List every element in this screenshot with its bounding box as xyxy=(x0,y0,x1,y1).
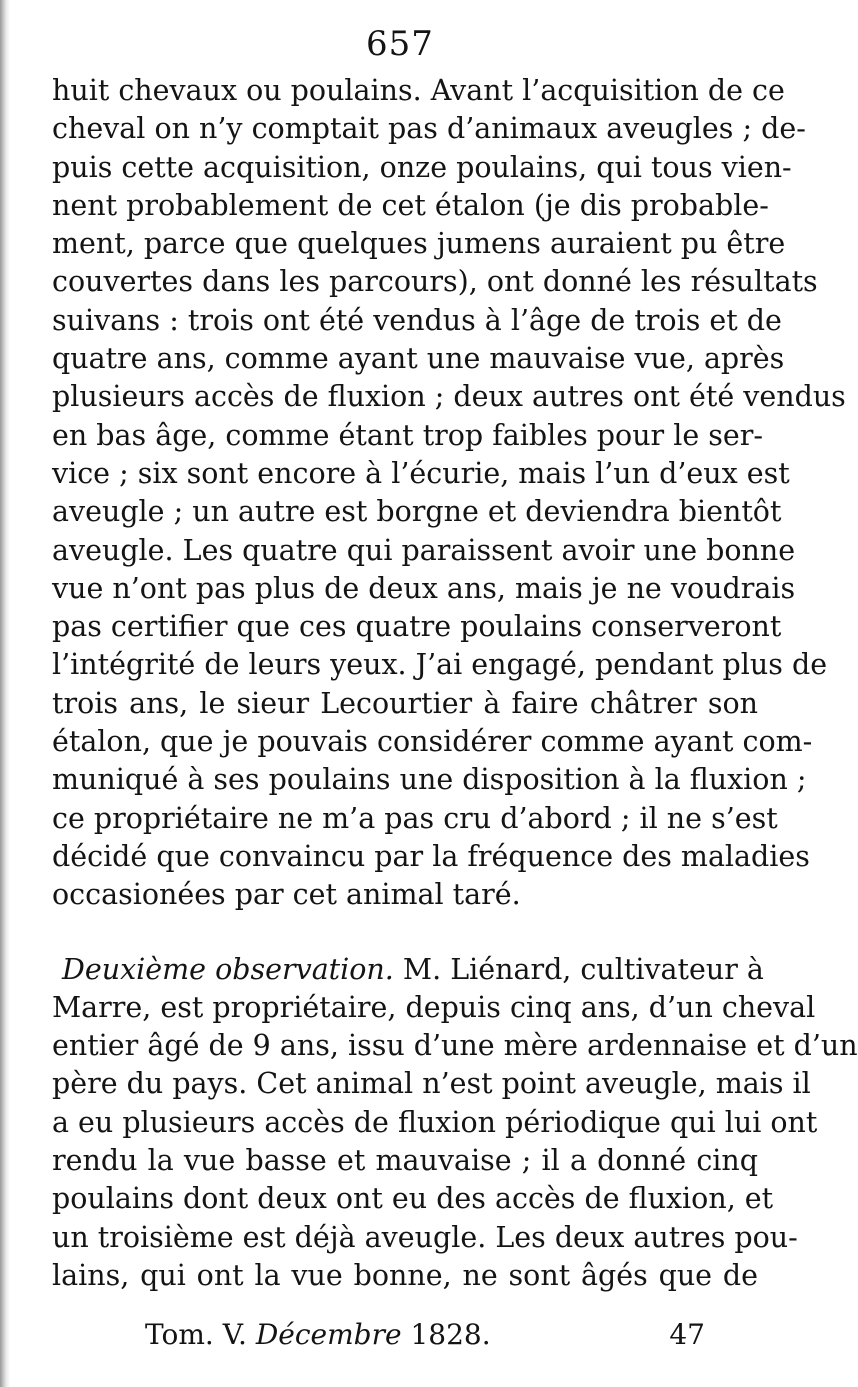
text-line: huit chevaux ou poulains. Avant l’acquisition de ce xyxy=(52,74,785,107)
text-line: vice ; six sont encore à l’écurie, mais l’un d’eux est xyxy=(52,456,790,490)
text-line: Marre, est propriétaire, depuis cinq ans, d’un cheval xyxy=(52,990,816,1024)
text-line: entier âgé de 9 ans, issu d’une mère ardennaise et d’un xyxy=(52,1029,858,1063)
text-line: vue n’ont pas plus de deux ans, mais je ne voudrais xyxy=(52,571,796,605)
footer-month: Décembre xyxy=(255,1318,402,1351)
text-line: nent probablement de cet étalon (je dis probable- xyxy=(52,188,769,222)
paragraph-gap xyxy=(52,915,758,951)
text-line xyxy=(52,951,764,989)
footer-year: 1828. xyxy=(410,1318,491,1351)
text-line: père du pays. Cet animal n’est point aveugle, mais il xyxy=(52,1067,811,1101)
footer-signature-number: 47 xyxy=(669,1318,705,1351)
footer-volume-date xyxy=(145,1318,491,1351)
text-line: quatre ans, comme ayant une mauvaise vue, après xyxy=(52,342,785,376)
paragraph-second-observation xyxy=(52,951,858,1296)
text-line: l’intégrité de leurs yeux. J’ai engagé, pendant plus de xyxy=(52,648,828,682)
text-line: muniqué à ses poulains une disposition à la fluxion ; xyxy=(52,763,807,797)
text-line: a eu plusieurs accès de fluxion périodique qui lui ont xyxy=(52,1105,818,1139)
page-footer-signature xyxy=(145,1318,705,1358)
text-line: occasionées par cet animal taré. xyxy=(52,878,521,912)
text-line: suivans : trois ont été vendus à l’âge de trois et de xyxy=(52,303,782,337)
text-line: ment, parce que quelques jumens auraient pu être xyxy=(52,227,786,261)
text-line: pas certifier que ces quatre poulains conserveront xyxy=(52,610,782,644)
text-line: en bas âge, comme étant trop faibles pour le ser- xyxy=(52,418,764,452)
text-line: plusieurs accès de fluxion ; deux autres ont été vendus xyxy=(52,380,846,414)
paragraph-first-observation-continued xyxy=(52,72,846,915)
text-line: aveugle ; un autre est borgne et deviendra bientôt xyxy=(52,495,782,529)
page-number: 657 xyxy=(366,24,434,64)
text-line: couvertes dans les parcours), ont donné les résultats xyxy=(52,265,818,299)
text-line: poulains dont deux ont eu des accès de fluxion, et xyxy=(52,1182,774,1216)
page-edge-shadow xyxy=(0,0,10,1387)
body-text xyxy=(52,72,858,1295)
text-line: étalon, que je pouvais considérer comme ayant com- xyxy=(52,725,813,759)
observation-heading: Deuxième observation. xyxy=(62,952,394,986)
text-line: décidé que convaincu par la fréquence des maladies xyxy=(52,839,810,873)
text-line: cheval on n’y comptait pas d’animaux aveugles ; de- xyxy=(52,112,806,146)
footer-volume: Tom. V. xyxy=(145,1318,247,1351)
text-line: trois ans, le sieur Lecourtier à faire châtrer son xyxy=(52,686,758,720)
text-line: aveugle. Les quatre qui paraissent avoir une bonne xyxy=(52,533,796,567)
text-line: rendu la vue basse et mauvaise ; il a donné cinq xyxy=(52,1144,758,1178)
text-line: puis cette acquisition, onze poulains, qui tous vien- xyxy=(52,150,792,184)
text-line: ce propriétaire ne m’a pas cru d’abord ; il ne s’est xyxy=(52,801,778,835)
observation-heading-rest: M. Liénard, cultivateur à xyxy=(393,952,764,986)
text-line: lains, qui ont la vue bonne, ne sont âgés que de xyxy=(52,1258,758,1292)
text-line: un troisième est déjà aveugle. Les deux autres pou- xyxy=(52,1220,798,1254)
